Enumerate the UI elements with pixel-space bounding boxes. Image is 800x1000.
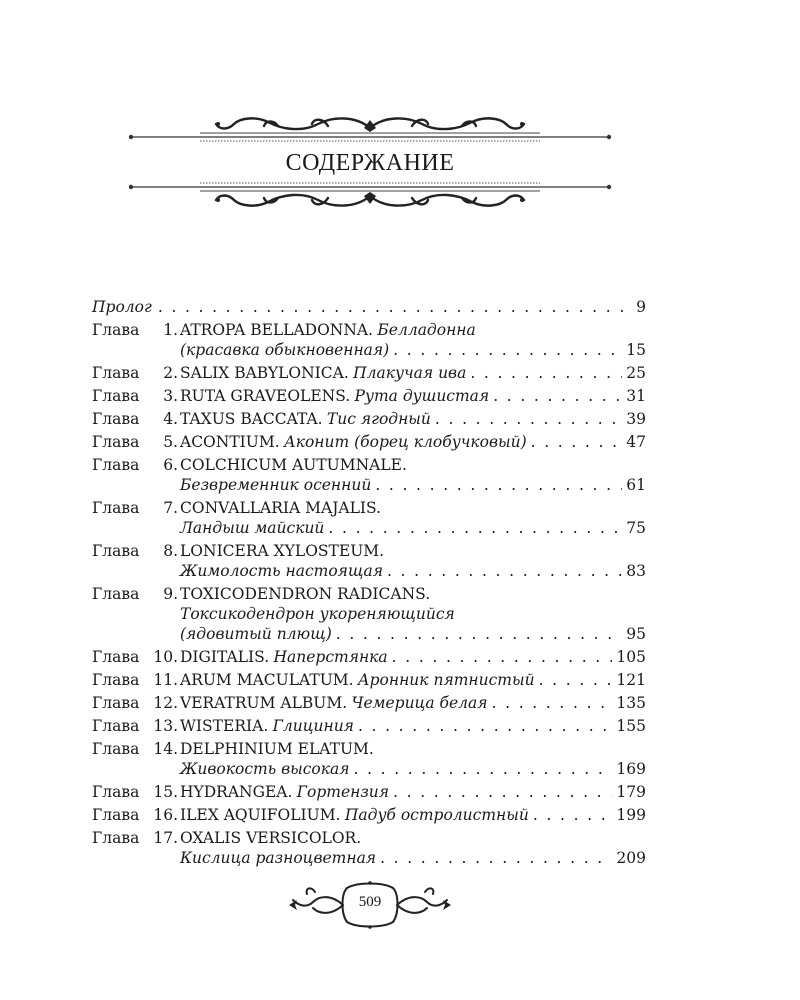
- chapter-prefix: [92, 386, 180, 406]
- chapter-word: Глава: [92, 783, 140, 801]
- chapter-prefix: [92, 670, 180, 690]
- chapter-word: Глава: [92, 648, 140, 666]
- dot-leader: [470, 363, 622, 383]
- page-ref: 31: [626, 387, 646, 405]
- chapter-prefix: [92, 455, 180, 475]
- russian-name: Наперстянка: [273, 648, 388, 666]
- dot-leader: [393, 340, 622, 360]
- latin-name: LONICERA XYLOSTEUM.: [180, 542, 385, 560]
- russian-name: Токсикодендрон укореняющийся: [180, 605, 455, 623]
- chapter-number: 7.: [163, 499, 178, 517]
- chapter-number: 5.: [163, 433, 178, 451]
- latin-name: OXALIS VERSICOLOR.: [180, 829, 362, 847]
- russian-name: Тис ягодный: [326, 410, 431, 428]
- page-ref: 121: [616, 671, 646, 689]
- chapter-number: 13.: [153, 717, 178, 735]
- latin-name: DELPHINIUM ELATUM.: [180, 740, 374, 758]
- dot-leader: [375, 475, 622, 495]
- chapter-word: Глава: [92, 433, 140, 451]
- toc-entry[interactable]: [92, 647, 646, 667]
- toc-line: [92, 828, 646, 848]
- toc-line: [92, 647, 646, 667]
- toc-line: [92, 561, 646, 581]
- latin-name: COLCHICUM AUTUMNALE.: [180, 456, 407, 474]
- chapter-prefix: [92, 584, 180, 604]
- toc-line: [92, 805, 646, 825]
- latin-name: HYDRANGEA.: [180, 783, 293, 801]
- toc-line: [92, 759, 646, 779]
- page-ref: 61: [626, 476, 646, 494]
- chapter-word: Глава: [92, 829, 140, 847]
- russian-name: Падуб остролистный: [344, 806, 529, 824]
- russian-name: (красавка обыкновенная): [180, 341, 390, 359]
- chapter-prefix: [92, 739, 180, 759]
- russian-name: Белладонна: [377, 321, 476, 339]
- chapter-word: Глава: [92, 585, 140, 603]
- toc-line: [92, 363, 646, 383]
- russian-name: Аконит (борец клобучковый): [283, 433, 527, 451]
- toc-line: [92, 584, 646, 604]
- russian-name: Живокость высокая: [180, 760, 350, 778]
- chapter-prefix: [92, 716, 180, 736]
- toc-entry[interactable]: [92, 498, 646, 538]
- page-number: 509: [358, 894, 382, 910]
- page-ref: 199: [616, 806, 646, 824]
- toc-line: [92, 386, 646, 406]
- table-of-contents: [92, 297, 646, 871]
- chapter-number: 12.: [153, 694, 178, 712]
- page-ref: 169: [616, 760, 646, 778]
- dot-leader: [392, 647, 613, 667]
- russian-name: Рута душистая: [354, 387, 490, 405]
- toc-line: [92, 475, 646, 495]
- chapter-number: 11.: [153, 671, 178, 689]
- latin-name: ILEX AQUIFOLIUM.: [180, 806, 341, 824]
- latin-name: TAXUS BACCATA.: [180, 410, 323, 428]
- chapter-word: Глава: [92, 410, 140, 428]
- toc-entry[interactable]: [92, 805, 646, 825]
- toc-entry[interactable]: [92, 409, 646, 429]
- toc-line: [92, 670, 646, 690]
- latin-name: SALIX BABYLONICA.: [180, 364, 349, 382]
- chapter-prefix: [92, 805, 180, 825]
- dot-leader: [354, 759, 613, 779]
- chapter-word: Глава: [92, 806, 140, 824]
- toc-line: [92, 624, 646, 644]
- chapter-prefix: [92, 782, 180, 802]
- latin-name: ATROPA BELLADONNA.: [180, 321, 374, 339]
- chapter-word: Глава: [92, 456, 140, 474]
- latin-name: ARUM MACULATUM.: [180, 671, 354, 689]
- chapter-prefix: [92, 541, 180, 561]
- dot-leader: [387, 561, 622, 581]
- toc-line: [92, 716, 646, 736]
- chapter-number: 15.: [153, 783, 178, 801]
- chapter-number: 4.: [163, 410, 178, 428]
- toc-line: [92, 432, 646, 452]
- toc-entry[interactable]: [92, 541, 646, 581]
- toc-entry[interactable]: [92, 584, 646, 644]
- dot-leader: [393, 782, 612, 802]
- toc-line: [92, 518, 646, 538]
- chapter-number: 1.: [163, 321, 178, 339]
- page-ref: 15: [626, 341, 646, 359]
- chapter-prefix: [92, 409, 180, 429]
- toc-entry[interactable]: [92, 670, 646, 690]
- toc-line: [92, 340, 646, 360]
- russian-name: Гортензия: [296, 783, 390, 801]
- chapter-word: Глава: [92, 499, 140, 517]
- chapter-number: 3.: [163, 387, 178, 405]
- page-ref: 155: [616, 717, 646, 735]
- toc-entry[interactable]: [92, 693, 646, 713]
- chapter-number: 2.: [163, 364, 178, 382]
- toc-line: [92, 409, 646, 429]
- toc-line: [92, 693, 646, 713]
- chapter-number: 10.: [153, 648, 178, 666]
- toc-line: [92, 604, 646, 624]
- chapter-prefix: [92, 432, 180, 452]
- toc-entry[interactable]: [92, 739, 646, 779]
- russian-name: (ядовитый плющ): [180, 625, 332, 643]
- page-ref: 105: [616, 648, 646, 666]
- latin-name: ACONTIUM.: [180, 433, 280, 451]
- toc-entry[interactable]: [92, 828, 646, 868]
- prolog-label: Пролог: [92, 298, 152, 316]
- page-ref: 47: [626, 433, 646, 451]
- chapter-number: 16.: [153, 806, 178, 824]
- chapter-number: 14.: [153, 740, 178, 758]
- latin-name: RUTA GRAVEOLENS.: [180, 387, 351, 405]
- chapter-word: Глава: [92, 542, 140, 560]
- top-ornament: [128, 112, 612, 148]
- toc-line: [92, 739, 646, 759]
- latin-name: WISTERIA.: [180, 717, 269, 735]
- russian-name: Аронник пятнистый: [357, 671, 535, 689]
- page-ref: 25: [626, 364, 646, 382]
- prolog-page: 9: [636, 298, 646, 316]
- russian-name: Ландыш майский: [180, 519, 325, 537]
- dot-leader: [158, 297, 632, 317]
- chapter-number: 6.: [163, 456, 178, 474]
- toc-entry[interactable]: [92, 363, 646, 383]
- toc-line: [92, 848, 646, 868]
- toc-entry[interactable]: [92, 320, 646, 360]
- dot-leader: [539, 670, 613, 690]
- chapter-number: 17.: [153, 829, 178, 847]
- chapter-prefix: [92, 363, 180, 383]
- chapter-word: Глава: [92, 321, 140, 339]
- russian-name: Глициния: [272, 717, 354, 735]
- dot-leader: [358, 716, 612, 736]
- page-ref: 135: [616, 694, 646, 712]
- page-ref: 209: [616, 849, 646, 867]
- toc-entry[interactable]: [92, 782, 646, 802]
- dot-leader: [328, 518, 622, 538]
- page-title: СОДЕРЖАНИЕ: [285, 150, 455, 176]
- dot-leader: [336, 624, 623, 644]
- chapter-prefix: [92, 320, 180, 340]
- toc-entry[interactable]: [92, 432, 646, 452]
- dot-leader: [492, 693, 613, 713]
- page-ref: 75: [626, 519, 646, 537]
- dot-leader: [380, 848, 612, 868]
- toc-entry[interactable]: [92, 455, 646, 495]
- page-number-ornament: [285, 880, 455, 930]
- chapter-number: 9.: [163, 585, 178, 603]
- chapter-prefix: [92, 498, 180, 518]
- latin-name: DIGITALIS.: [180, 648, 270, 666]
- toc-line: [92, 320, 646, 340]
- page-ref: 39: [626, 410, 646, 428]
- latin-name: VERATRUM ALBUM.: [180, 694, 348, 712]
- chapter-number: 8.: [163, 542, 178, 560]
- russian-name: Безвременник осенний: [180, 476, 372, 494]
- chapter-word: Глава: [92, 694, 140, 712]
- toc-line: [92, 541, 646, 561]
- latin-name: CONVALLARIA MAJALIS.: [180, 499, 382, 517]
- latin-name: TOXICODENDRON RADICANS.: [180, 585, 431, 603]
- chapter-prefix: [92, 693, 180, 713]
- bottom-ornament: [128, 176, 612, 212]
- dot-leader: [493, 386, 622, 406]
- chapter-word: Глава: [92, 364, 140, 382]
- toc-entry[interactable]: [92, 716, 646, 736]
- toc-line: [92, 455, 646, 475]
- russian-name: Плакучая ива: [353, 364, 467, 382]
- dot-leader: [435, 409, 622, 429]
- toc-line: [92, 782, 646, 802]
- russian-name: Чемерица белая: [351, 694, 488, 712]
- chapter-word: Глава: [92, 387, 140, 405]
- dot-leader: [531, 432, 623, 452]
- russian-name: Кислица разноцветная: [180, 849, 377, 867]
- russian-name: Жимолость настоящая: [180, 562, 383, 580]
- toc-line: [92, 498, 646, 518]
- chapter-word: Глава: [92, 717, 140, 735]
- dot-leader: [533, 805, 613, 825]
- chapter-prefix: [92, 828, 180, 848]
- toc-entry-prolog[interactable]: [92, 297, 646, 317]
- chapter-word: Глава: [92, 671, 140, 689]
- page-ref: 179: [616, 783, 646, 801]
- toc-entry[interactable]: [92, 386, 646, 406]
- chapter-word: Глава: [92, 740, 140, 758]
- chapter-prefix: [92, 647, 180, 667]
- page-ref: 83: [626, 562, 646, 580]
- page-ref: 95: [626, 625, 646, 643]
